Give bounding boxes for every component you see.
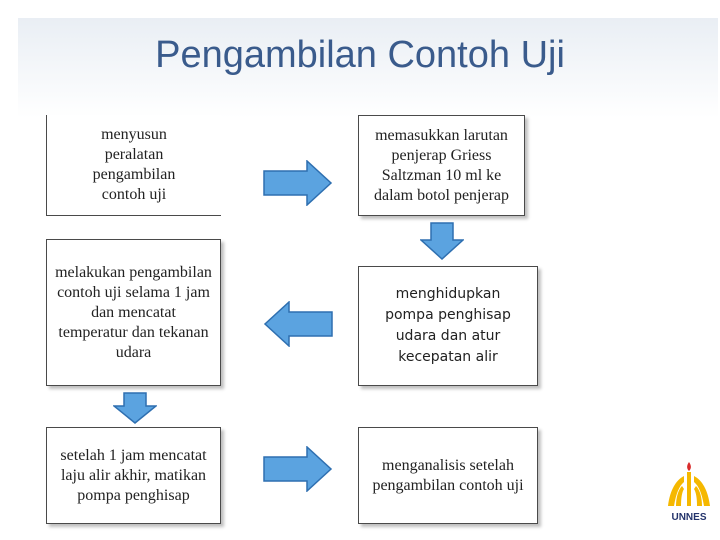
step-text-2: memasukkan larutan penjerap Griess Saltzman 10 ml ke dalam botol penjerap <box>373 126 510 204</box>
unnes-logo-icon <box>664 460 714 512</box>
step-box-4 <box>46 239 221 386</box>
step-text-3: menghidupkan pompa penghisap udara dan atur kecepatan alir <box>385 286 511 365</box>
step-text-4: melakukan pengambilan contoh uji selama 1 jam dan mencatat temperatur dan tekanan udara <box>55 263 212 361</box>
step-box-1 <box>46 115 221 216</box>
step-box-2 <box>358 115 525 216</box>
arrow-right-icon <box>263 160 333 206</box>
step-text-6: menganalisis setelah pengambilan contoh uji <box>372 456 524 494</box>
step-text-5: setelah 1 jam mencatat laju alir akhir, matikan pompa penghisap <box>60 446 207 504</box>
step-box-5 <box>46 427 221 524</box>
arrow-right-icon <box>263 446 333 492</box>
arrow-down-icon <box>420 222 464 260</box>
step-box-3 <box>358 266 538 386</box>
logo-label: UNNES <box>671 512 707 523</box>
slide-title: Pengambilan Contoh Uji <box>155 34 565 76</box>
arrow-left-icon <box>263 301 333 347</box>
step-text-1: menyusun peralatan pengambilan contoh uji <box>92 126 176 203</box>
step-box-6 <box>358 427 538 524</box>
arrow-down-icon <box>113 392 157 424</box>
